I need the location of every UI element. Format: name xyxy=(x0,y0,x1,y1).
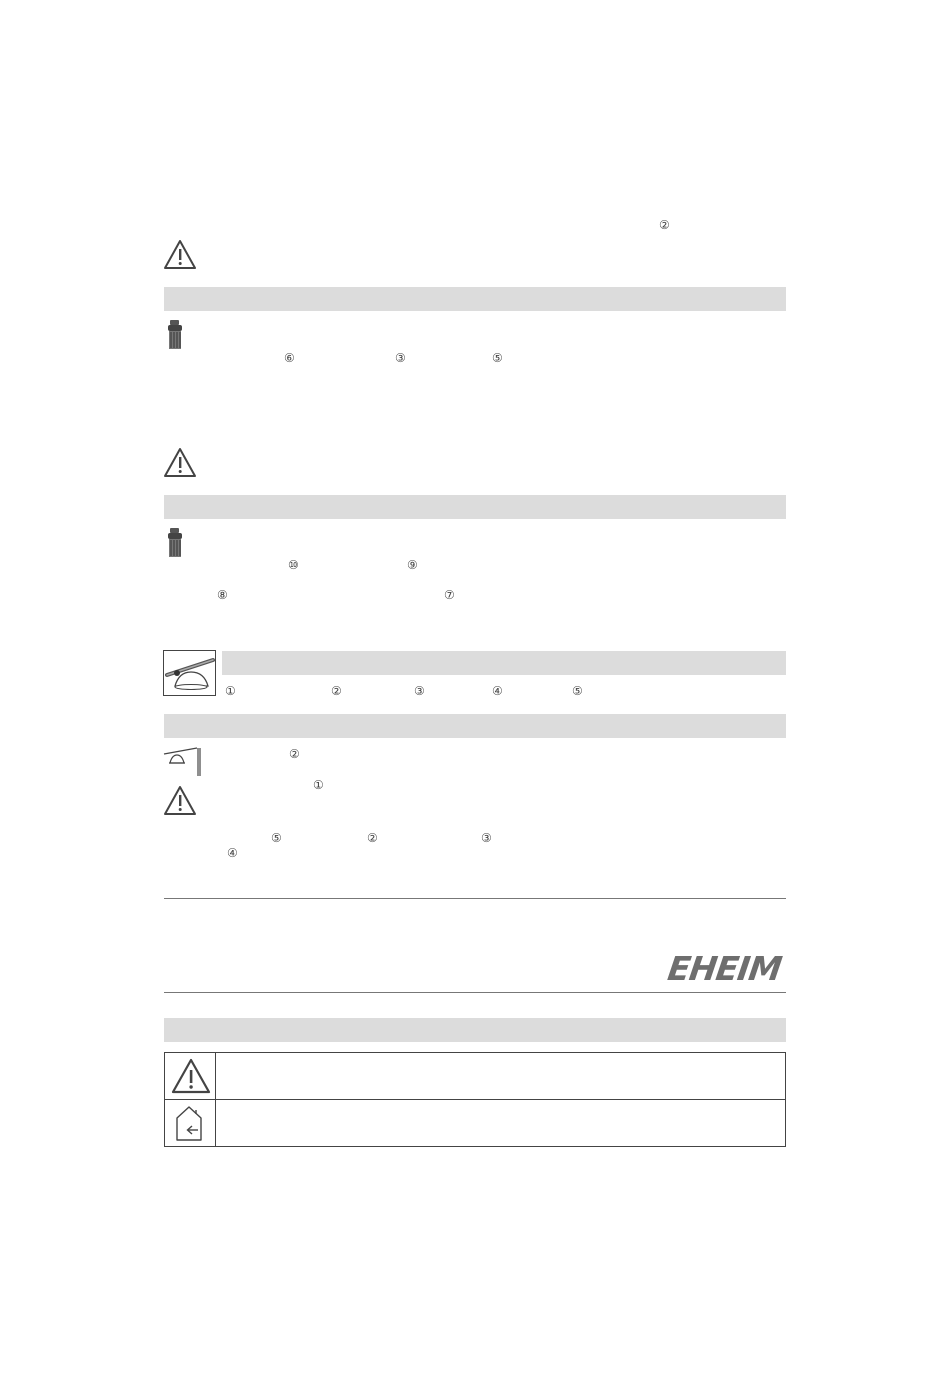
marker: ⑤ xyxy=(492,351,503,365)
symbol-cell xyxy=(165,1100,216,1147)
divider-bottom xyxy=(164,992,786,993)
warning-icon xyxy=(163,239,197,270)
marker: ⑥ xyxy=(284,351,295,365)
marker: ② xyxy=(331,684,342,698)
divider-top xyxy=(164,898,786,899)
symbol-row-warning xyxy=(165,1053,785,1099)
marker-top: ② xyxy=(659,218,670,232)
marker: ⑩ xyxy=(288,558,299,572)
eheim-logo: EHEIM xyxy=(665,949,784,988)
indoor-use-house-icon xyxy=(174,1104,206,1142)
marker: ④ xyxy=(227,846,238,860)
marker: ④ xyxy=(492,684,503,698)
marker: ⑦ xyxy=(444,588,455,602)
marker: ⑤ xyxy=(271,831,282,845)
symbol-row-indoor xyxy=(165,1099,785,1147)
filter-unit-icon xyxy=(165,319,185,351)
marker: ⑤ xyxy=(572,684,583,698)
marker: ③ xyxy=(481,831,492,845)
section-header-bar-5 xyxy=(164,1018,786,1042)
suction-holder-icon xyxy=(163,744,203,778)
warning-icon xyxy=(171,1058,211,1094)
marker: ③ xyxy=(395,351,406,365)
section-header-bar-1 xyxy=(164,287,786,311)
symbol-cell xyxy=(165,1053,216,1099)
marker: ② xyxy=(367,831,378,845)
section-header-bar-3 xyxy=(222,651,786,675)
warning-icon xyxy=(163,785,197,816)
filter-unit-icon xyxy=(165,527,185,559)
warning-icon xyxy=(163,447,197,478)
marker: ② xyxy=(289,747,300,761)
marker: ① xyxy=(313,778,324,792)
symbol-table xyxy=(164,1052,786,1147)
marker: ⑧ xyxy=(217,588,228,602)
hose-clip-icon xyxy=(163,650,216,696)
marker: ③ xyxy=(414,684,425,698)
marker: ① xyxy=(225,684,236,698)
section-header-bar-2 xyxy=(164,495,786,519)
section-header-bar-4 xyxy=(164,714,786,738)
marker: ⑨ xyxy=(407,558,418,572)
